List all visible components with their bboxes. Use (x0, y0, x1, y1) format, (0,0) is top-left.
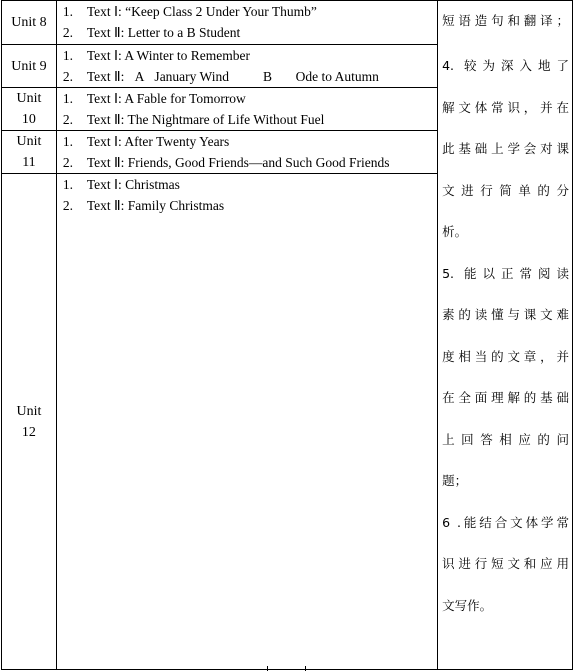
list-item (57, 195, 437, 216)
list-item (57, 88, 437, 109)
objective-line: 识进行短文和应用 (442, 556, 569, 571)
list-item (57, 22, 437, 43)
item-number: 1. (62, 48, 73, 63)
unit-label: Unit 9 (11, 58, 47, 74)
objective-line: 4. 较为深入地了 (442, 58, 569, 73)
unit-label: Unit (16, 403, 42, 419)
texts-cell (56, 45, 437, 88)
objectives-cell (438, 1, 573, 670)
list-item (57, 152, 437, 173)
unit-cell (2, 1, 57, 45)
item-text: Text Ⅱ: Letter to a B Student (86, 25, 241, 40)
unit-number: 12 (21, 424, 36, 440)
option-a: A January Wind (134, 69, 230, 84)
objective-line: 5. 能以正常阅读 (442, 265, 569, 281)
unit-cell (2, 45, 57, 88)
table-edge-mark (305, 666, 306, 671)
unit-number: 11 (22, 155, 36, 170)
item-number: 1. (62, 4, 73, 19)
item-number: 1. (62, 134, 73, 149)
unit-cell (2, 131, 57, 174)
item-number: 2. (62, 69, 73, 84)
objective-line: 短语造句和翻译； (442, 13, 569, 28)
objective-line: 解文体常识，并在 (442, 99, 569, 115)
item-number: 1. (62, 177, 73, 192)
item-text: Text Ⅰ: Christmas (86, 177, 180, 192)
texts-cell (56, 1, 437, 45)
unit-cell (2, 174, 57, 670)
table-edge-mark (267, 666, 268, 671)
objective-line: 在全面理解的基础 (442, 390, 569, 405)
texts-cell (56, 88, 437, 131)
objective-line: 此基础上学会对课 (442, 141, 569, 156)
item-number: 2. (62, 155, 73, 170)
item-number: 2. (62, 198, 73, 213)
list-item (57, 45, 437, 66)
list-item (57, 131, 437, 152)
unit-number: 10 (21, 112, 36, 127)
unit-label: Unit (16, 134, 42, 149)
list-item (57, 1, 437, 22)
item-text: Text Ⅰ: A Fable for Tomorrow (86, 91, 246, 106)
item-number: 2. (62, 112, 73, 127)
item-number: 1. (62, 91, 73, 106)
objective-line: 文写作。 (442, 597, 493, 613)
item-text: Text Ⅱ: Family Christmas (86, 198, 225, 213)
objective-line: 上回答相应的问 (442, 431, 569, 447)
objective-line: 析。 (442, 224, 468, 239)
texts-cell (56, 174, 437, 670)
item-number: 2. (62, 25, 73, 40)
objective-line: 度相当的文章，并 (442, 348, 569, 364)
objective-line: 文进行简单的分 (442, 182, 569, 198)
unit-label: Unit 8 (11, 15, 47, 30)
item-text: Text Ⅱ: Friends, Good Friends—and Such Good Friends (86, 155, 390, 170)
syllabus-table (1, 0, 573, 670)
item-text: Text Ⅱ: The Nightmare of Life Without Fuel (86, 112, 325, 127)
objective-line: 题； (442, 473, 468, 488)
option-b: B Ode to Autumn (263, 69, 379, 84)
list-item (57, 174, 437, 195)
objective-line: 素的读懂与课文难 (442, 307, 569, 322)
table-row (2, 1, 573, 45)
item-text: Text Ⅱ: A January Wind B Ode to Autumn (86, 69, 379, 84)
item-text: Text Ⅰ: “Keep Class 2 Under Your Thumb” (86, 4, 317, 19)
list-item (57, 66, 437, 87)
unit-cell (2, 88, 57, 131)
objective-line: 6 .能结合文体学常 (442, 514, 569, 530)
list-item (57, 109, 437, 130)
unit-label: Unit (16, 91, 42, 106)
item-text: Text Ⅰ: After Twenty Years (86, 134, 230, 149)
item-text: Text Ⅰ: A Winter to Remember (86, 48, 250, 63)
texts-cell (56, 131, 437, 174)
